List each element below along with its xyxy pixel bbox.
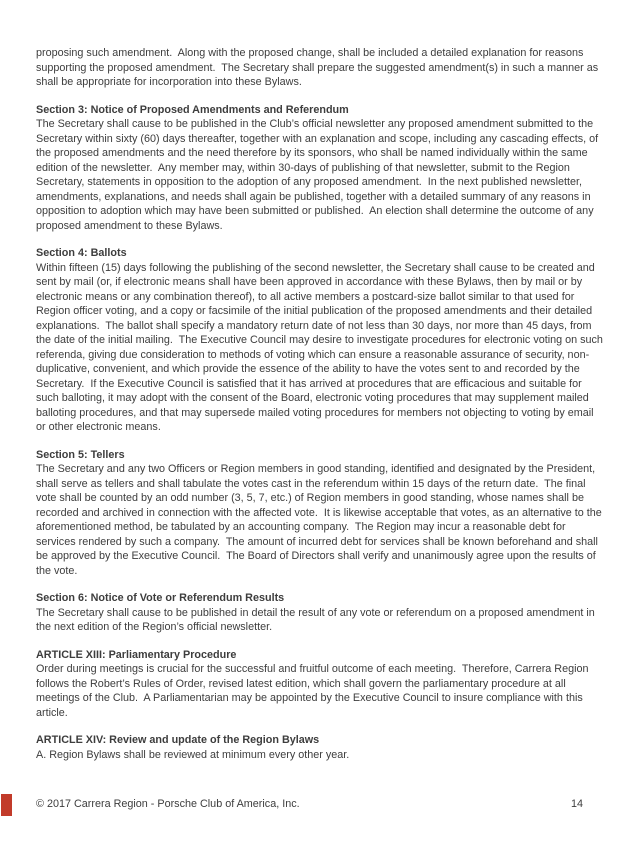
section-heading: Section 4: Ballots <box>36 247 127 259</box>
section-body: The Secretary shall cause to be published in the Club’s official newsletter any proposed amendment submitted to the Secretary within sixty (60) days thereafter, together with an explanation and scope, including any cascading effects, of the proposed amendments and the need therefore by its sponsors, who shall be named individually within the same edition of the newsletter. Any member may, within 30-days of publishing of that newsletter, submit to the Region Secretary, statements in opposition to the adoption of any proposed amendment. In the next published newsletter, amendments, explanations, and needs shall again be published, together with a detailed summary of any reasons in opposition to adoption which may have been submitted or published. An election shall determine the outcome of any proposed amendment to these Bylaws. <box>36 118 602 232</box>
article-body: Order during meetings is crucial for the successful and fruitful outcome of each meeting. Therefore, Carrera Region follows the Robert’s Rules of Order, revised latest edition, which shall govern the parliamentary procedure at all meetings of the Club. A Parliamentarian may be appointed by the Executive Council to insure compliance with this article. <box>36 663 592 719</box>
section-body: The Secretary and any two Officers or Region members in good standing, identified and designated by the President, shall serve as tellers and shall tabulate the votes cast in the referendum within 15 days of the return date. The final vote shall be counted by an odd number (3, 5, 7, etc.) of Region members in good standing, whose names shall be recorded and archived in connection with the affected vote. It is likewise acceptable that votes, as an alternative to the aforementioned method, be tabulated by an accounting company. The Region may incur a reasonable debt for services rendered by such a company. The amount of incurred debt for services shall be known beforehand and shall be approved by the Executive Council. The Board of Directors shall verify and unanimously agree upon the results of the vote. <box>36 463 605 577</box>
copyright-text: © 2017 Carrera Region - Porsche Club of America, Inc. <box>36 798 300 810</box>
red-marker <box>1 794 12 816</box>
section-5-tellers <box>36 448 604 579</box>
page-number: 14 <box>570 798 583 810</box>
section-body: Within fifteen (15) days following the publishing of the second newsletter, the Secretary shall cause to be created and sent by mail (or, if electronic means shall have been approved in accordance with these Bylaws, then by mail or by electronic means or any combination thereof), to all active members a postcard-size ballot similar to that used for Region officer voting, and a copy or facsimile of the initial publication of the proposed amendments and their detailed explanations. The ballot shall specify a mandatory return date of not less than 30 days, nor more than 45 days, from the date of the initial mailing. The Executive Council may desire to investigate procedures for electronic voting on such referenda, giving due consideration to methods of voting which can ensure a reasonable assurance of security, non-duplicative, convenient, and which provide the essence of the ability to have the votes sent to and recorded by the Secretary. If the Executive Council is satisfied that it has arrived at procedures that are efficacious and suitable for such balloting, it may adopt with the consent of the Board, electronic voting procedures that may supplement mailed balloting procedures, and that may supersede mailed voting procedures for members not objecting to voting by email or other electronic means. <box>36 261 606 433</box>
section-heading: Section 5: Tellers <box>36 448 125 461</box>
section-3-notice-of-proposed-amendments <box>36 103 604 234</box>
article-heading: ARTICLE XIII: Parliamentary Procedure <box>36 648 237 661</box>
article-13-parliamentary-procedure <box>36 648 604 721</box>
section-6-vote-referendum-results <box>36 591 604 635</box>
section-heading: Section 3: Notice of Proposed Amendments and Referendum <box>36 103 349 116</box>
article-heading: ARTICLE XIV: Review and update of the Region Bylaws <box>36 734 320 746</box>
article-body: A. Region Bylaws shall be reviewed at minimum every other year. <box>36 748 350 761</box>
section-heading: Section 6: Notice of Vote or Referendum Results <box>36 592 285 604</box>
page-footer <box>36 797 604 812</box>
section-4-ballots <box>36 246 604 435</box>
section-body: The Secretary shall cause to be published in detail the result of any vote or referendum on a proposed amendment in the next edition of the Region’s official newsletter. <box>36 606 598 633</box>
article-14-review-update-bylaws <box>36 733 604 762</box>
intro-paragraph: proposing such amendment. Along with the proposed change, shall be included a detailed explanation for reasons supporting the proposed amendment. The Secretary shall prepare the suggested amendment(s) in such a manner as shall be appropriate for incorporation into these Bylaws. <box>36 47 602 88</box>
